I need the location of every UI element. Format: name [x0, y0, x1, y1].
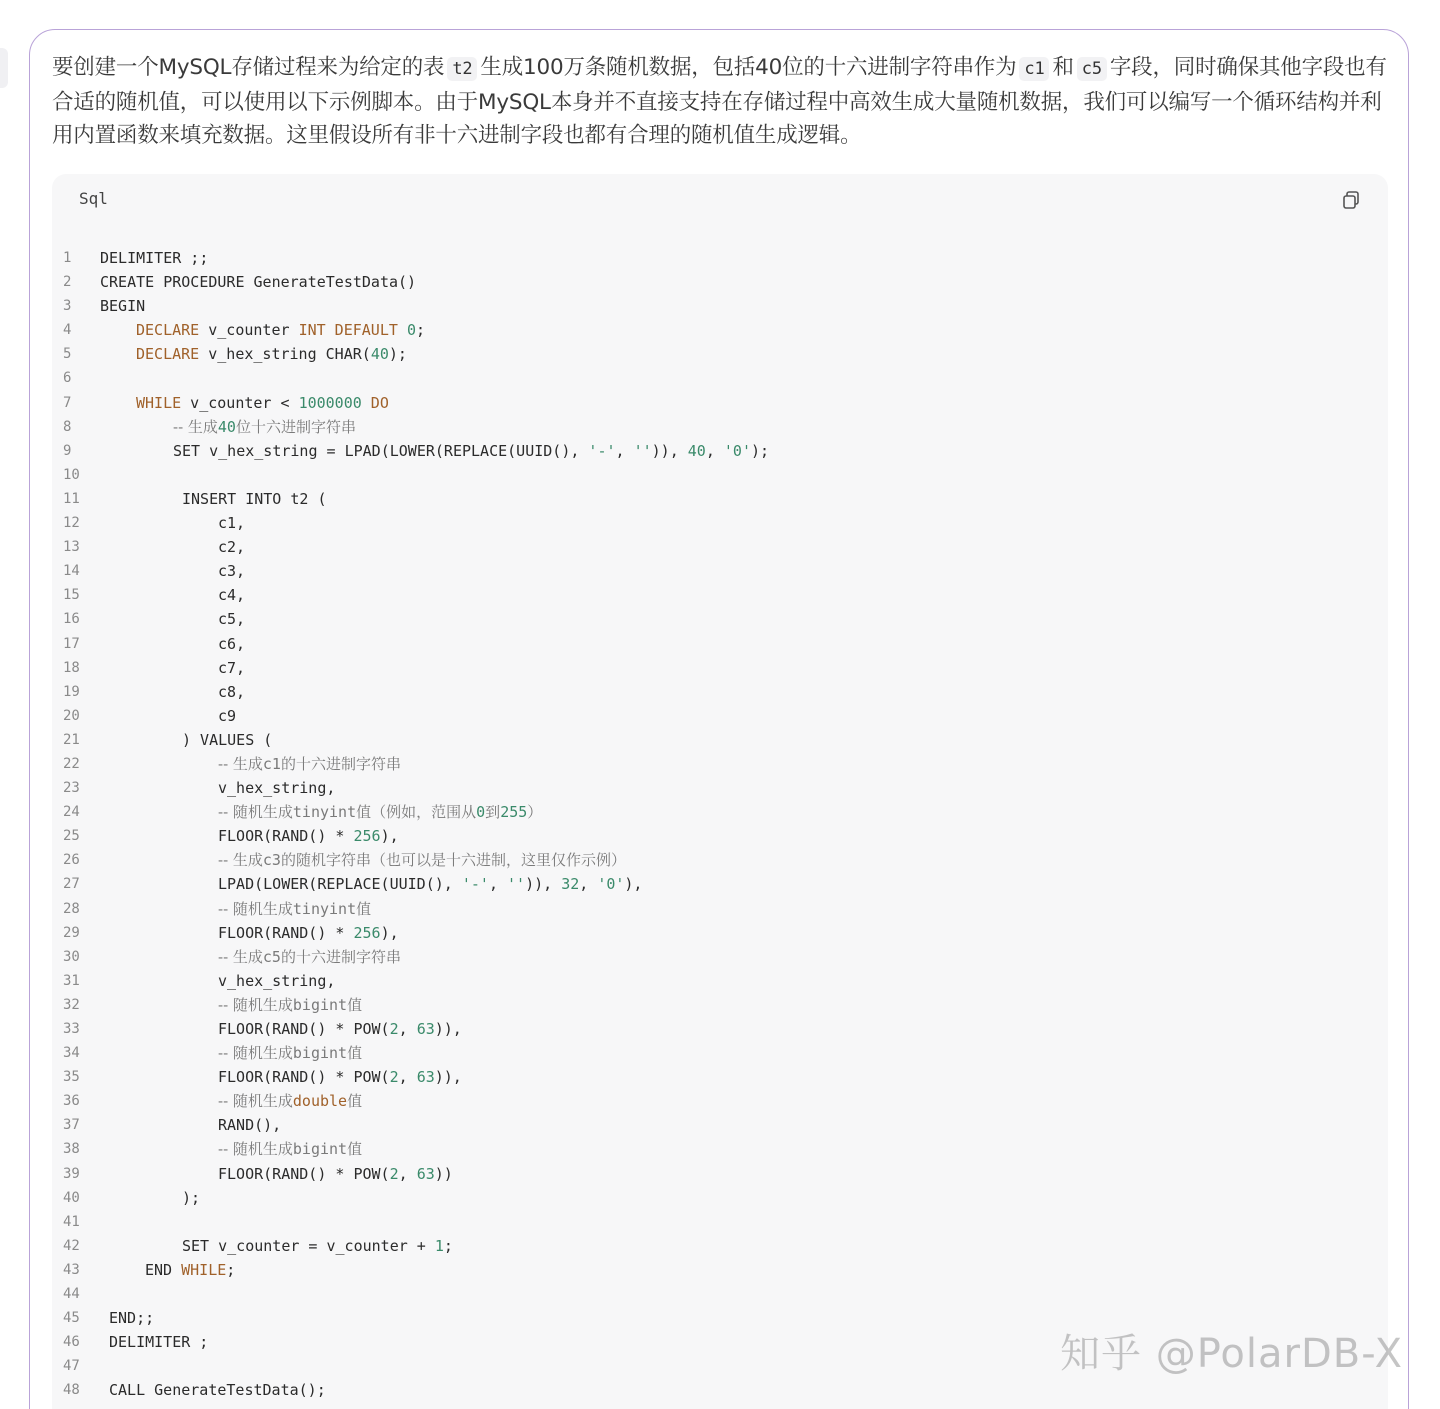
line-number: 3: [63, 298, 72, 315]
line-content: );: [182, 1188, 201, 1207]
line-content: c2,: [218, 538, 246, 557]
line-content: [218, 872, 642, 896]
code-line: [52, 993, 1388, 1017]
number: 256: [353, 827, 381, 846]
code-line: [52, 1089, 1388, 1113]
code-comment: [173, 415, 356, 439]
string: '': [507, 875, 526, 894]
line-number: 43: [63, 1261, 80, 1278]
line-number: 9: [63, 442, 72, 459]
line-number: 16: [63, 611, 80, 628]
comment-text: -- 随机生成: [218, 1092, 293, 1111]
comment-text: -- 随机生成: [218, 1140, 293, 1159]
line-number: 34: [63, 1045, 80, 1062]
line-number: 28: [63, 900, 80, 917]
code-line: [52, 1017, 1388, 1041]
code-token: ),: [380, 923, 399, 942]
line-number: 17: [63, 635, 80, 652]
line-content: c3,: [218, 562, 246, 581]
code-token: SET v_hex_string = LPAD(LOWER(REPLACE(UUID(),: [173, 441, 589, 460]
line-number: 14: [63, 563, 80, 580]
line-content: [218, 1162, 453, 1186]
code-lines: [52, 246, 1388, 1403]
watermark: 知乎 @PolarDB-X: [1060, 1331, 1404, 1377]
line-content: c5,: [218, 610, 246, 629]
code-line: [52, 1041, 1388, 1065]
code-token: END: [145, 1260, 182, 1279]
code-token: ,: [398, 1068, 417, 1087]
line-number: 41: [63, 1213, 80, 1230]
comment-text: -- 随机生成: [218, 1044, 293, 1063]
line-number: 19: [63, 683, 80, 700]
code-line: [52, 872, 1388, 896]
comment-text: -- 生成: [218, 947, 263, 966]
code-token: LPAD(LOWER(REPLACE(UUID(),: [218, 875, 462, 894]
code-comment: [218, 800, 542, 824]
line-number: 18: [63, 659, 80, 676]
number: 256: [353, 923, 381, 942]
code-token: )),: [651, 441, 688, 460]
code-line: [52, 318, 1388, 342]
line-number: 15: [63, 587, 80, 604]
code-line: [52, 1113, 1388, 1137]
code-line: [52, 1234, 1388, 1258]
comment-code: bigint: [292, 1044, 348, 1063]
code-line: [52, 1210, 1388, 1234]
number: 255: [500, 803, 528, 822]
line-number: 35: [63, 1069, 80, 1086]
keyword: INT DEFAULT: [298, 321, 398, 340]
number: 63: [416, 1068, 435, 1087]
line-number: 47: [63, 1358, 80, 1375]
number: 2: [389, 1020, 399, 1038]
comment-text: ）: [527, 803, 543, 822]
code-token: FLOOR(RAND() * POW(: [218, 1164, 390, 1183]
comment-code: c1: [262, 754, 281, 773]
code-line: [52, 921, 1388, 945]
line-content: v_hex_string,: [218, 779, 336, 798]
code-line: [52, 969, 1388, 993]
code-token: )),: [434, 1020, 462, 1038]
number: 32: [561, 875, 580, 894]
copy-icon[interactable]: [1340, 189, 1362, 211]
code-line: [52, 607, 1388, 631]
code-token: ;: [443, 1236, 453, 1255]
code-token: );: [388, 345, 407, 364]
line-content: [218, 1017, 462, 1041]
line-number: 26: [63, 852, 80, 869]
line-content: [145, 1258, 235, 1282]
inline-code-c1: c1: [1019, 57, 1049, 81]
code-line: [52, 1065, 1388, 1089]
line-content: c8,: [218, 682, 246, 701]
line-content: [136, 391, 389, 415]
line-number: 39: [63, 1165, 80, 1182]
line-content: c9: [218, 706, 237, 725]
comment-text: 的随机字符串（也可以是十六进制，这里仅作示例）: [280, 851, 626, 870]
code-line: [52, 415, 1388, 439]
line-number: 21: [63, 731, 80, 748]
comment-text: -- 随机生成: [218, 995, 293, 1014]
code-line: [52, 704, 1388, 728]
line-number: 38: [63, 1141, 80, 1158]
line-content: c1,: [218, 514, 246, 533]
code-line: [52, 680, 1388, 704]
line-number: 2: [63, 274, 72, 291]
keyword: DECLARE: [136, 345, 200, 364]
keyword: WHILE: [181, 1260, 227, 1279]
line-number: 32: [63, 996, 80, 1013]
line-number: 48: [63, 1382, 80, 1399]
line-number: 42: [63, 1237, 80, 1254]
code-token: FLOOR(RAND() *: [218, 827, 354, 846]
code-token: ,: [488, 875, 507, 894]
code-line: [52, 366, 1388, 390]
code-token: v_hex_string CHAR(: [199, 345, 371, 364]
code-header: [52, 174, 1388, 226]
intro-text: 生成100万条随机数据，包括40位的十六进制字符串作为: [480, 55, 1017, 80]
line-content: c4,: [218, 586, 246, 605]
code-line: [52, 776, 1388, 800]
code-token: ,: [705, 441, 724, 460]
intro-paragraph: [52, 51, 1392, 152]
code-line: [52, 656, 1388, 680]
code-token: FLOOR(RAND() * POW(: [218, 1020, 390, 1038]
comment-text: -- 随机生成: [218, 803, 293, 822]
code-line: [52, 342, 1388, 366]
line-number: 22: [63, 755, 80, 772]
comment-code: tinyint: [292, 803, 357, 822]
comment-code: c3: [262, 851, 281, 870]
code-token: ),: [380, 827, 399, 846]
comment-text: 值: [347, 1140, 363, 1159]
code-token: FLOOR(RAND() * POW(: [218, 1068, 390, 1087]
number: 0: [476, 803, 486, 822]
code-block: [52, 174, 1388, 1409]
code-line: [52, 463, 1388, 487]
inline-code-t2: t2: [447, 57, 477, 81]
line-content: [173, 439, 769, 463]
code-token: )): [434, 1164, 453, 1183]
string: '0': [723, 441, 751, 460]
comment-code: tinyint: [292, 899, 357, 918]
code-line: [52, 439, 1388, 463]
code-line: [52, 752, 1388, 776]
number: 1000000: [298, 393, 362, 412]
code-token: v_counter: [199, 321, 299, 340]
code-line: [52, 1282, 1388, 1306]
code-line: [52, 487, 1388, 511]
number: 2: [389, 1164, 399, 1183]
line-number: 6: [63, 370, 72, 387]
line-number: 29: [63, 924, 80, 941]
comment-text: -- 生成: [218, 851, 263, 870]
code-token: SET v_counter = v_counter +: [182, 1236, 435, 1255]
comment-text: 到: [485, 803, 501, 822]
code-line: [52, 728, 1388, 752]
keyword: WHILE: [136, 393, 182, 412]
number: 1: [434, 1236, 444, 1255]
line-number: 11: [63, 490, 80, 507]
line-number: 40: [63, 1189, 80, 1206]
string: '-': [588, 441, 616, 460]
comment-text: -- 生成: [218, 754, 263, 773]
comment-text: 的十六进制字符串: [280, 947, 401, 966]
code-comment: [218, 752, 401, 776]
code-token: ),: [624, 875, 643, 894]
code-comment: [218, 848, 626, 872]
code-line: [52, 1378, 1388, 1402]
line-content: [218, 921, 399, 945]
code-line: [52, 559, 1388, 583]
line-number: 44: [63, 1286, 80, 1303]
code-comment: [218, 945, 401, 969]
line-number: 5: [63, 346, 72, 363]
code-token: v_counter <: [181, 393, 299, 412]
string: '': [633, 441, 652, 460]
line-number: 30: [63, 948, 80, 965]
code-token: ,: [398, 1164, 417, 1183]
comment-text: 位十六进制字符串: [235, 417, 356, 436]
number: 63: [416, 1164, 435, 1183]
line-content: c7,: [218, 658, 246, 677]
number: 40: [370, 345, 389, 364]
code-comment: [218, 897, 371, 921]
code-token: ,: [579, 875, 598, 894]
code-line: [52, 1258, 1388, 1282]
line-content: v_hex_string,: [218, 971, 336, 990]
comment-text: 的十六进制字符串: [280, 754, 401, 773]
line-content: END;;: [109, 1309, 155, 1328]
line-content: [182, 1234, 453, 1258]
number: 2: [389, 1068, 399, 1087]
line-number: 7: [63, 394, 72, 411]
intro-text: 和: [1052, 55, 1074, 80]
code-comment: [218, 1137, 362, 1161]
code-line: [52, 1186, 1388, 1210]
line-number: 23: [63, 780, 80, 797]
line-number: 33: [63, 1021, 80, 1037]
string: '-': [461, 875, 489, 894]
line-content: [136, 318, 425, 342]
code-line: [52, 246, 1388, 270]
line-content: CREATE PROCEDURE GenerateTestData(): [100, 273, 417, 292]
code-line: [52, 511, 1388, 535]
line-content: [218, 824, 399, 848]
string: '0': [597, 875, 625, 894]
comment-code: bigint: [292, 1140, 348, 1159]
code-line: [52, 583, 1388, 607]
code-line: [52, 294, 1388, 318]
line-content: CALL GenerateTestData();: [109, 1381, 326, 1400]
code-comment: [218, 1041, 362, 1065]
line-number: 20: [63, 707, 80, 724]
comment-text: -- 生成: [173, 417, 218, 436]
line-number: 13: [63, 539, 80, 556]
number: 40: [217, 417, 236, 436]
line-number: 36: [63, 1093, 80, 1110]
code-token: )),: [434, 1068, 462, 1087]
line-number: 10: [63, 466, 80, 483]
line-content: BEGIN: [100, 297, 146, 316]
keyword: DECLARE: [136, 321, 200, 340]
code-line: [52, 800, 1388, 824]
line-content: RAND(),: [218, 1116, 282, 1135]
comment-text: 值（例如，范围从: [356, 803, 477, 822]
code-line: [52, 824, 1388, 848]
code-line: [52, 1137, 1388, 1161]
comment-text: 值: [347, 1092, 363, 1111]
line-content: c6,: [218, 634, 246, 653]
answer-card: [29, 29, 1409, 1409]
line-number: 46: [63, 1334, 80, 1351]
comment-text: 值: [356, 899, 372, 918]
keyword: DO: [361, 393, 389, 412]
code-line: [52, 391, 1388, 415]
intro-text: 要创建一个MySQL存储过程来为给定的表: [52, 55, 445, 80]
line-number: 27: [63, 876, 80, 893]
code-token: ;: [226, 1260, 236, 1279]
line-number: 8: [63, 418, 72, 435]
comment-keyword: double: [292, 1092, 348, 1111]
line-number: 12: [63, 515, 80, 532]
line-number: 25: [63, 828, 80, 845]
comment-text: 值: [347, 995, 363, 1014]
code-token: ,: [615, 441, 634, 460]
left-edge-tab: [0, 48, 8, 88]
code-token: ,: [398, 1020, 417, 1038]
code-line: [52, 1162, 1388, 1186]
line-content: [218, 1065, 462, 1089]
code-token: ;: [415, 321, 425, 340]
code-token: )),: [525, 875, 562, 894]
number: 63: [416, 1020, 435, 1038]
line-number: 1: [63, 250, 72, 266]
code-line: [52, 535, 1388, 559]
line-content: INSERT INTO t2 (: [182, 489, 327, 508]
code-line: [52, 632, 1388, 656]
code-token: FLOOR(RAND() *: [218, 923, 354, 942]
code-line: [52, 945, 1388, 969]
line-content: ) VALUES (: [182, 730, 273, 749]
inline-code-c5: c5: [1077, 57, 1107, 81]
line-content: DELIMITER ;: [109, 1333, 209, 1352]
line-number: 45: [63, 1310, 80, 1327]
number: 0: [406, 321, 416, 340]
line-number: 4: [63, 322, 72, 339]
code-token: );: [750, 441, 770, 460]
line-content: [136, 342, 407, 366]
intro-text: 字段，同时确保其他字段也有合适的随机值，可以使用以下示例脚本。由于MySQL本身并不直接支持在存储过程中高效生成大量随机数据，我们可以编写一个循环结构并利用内置函数来填充数据。这里假设所有非十六进制字段也都有合理的随机值生成逻辑。: [52, 55, 1387, 148]
comment-text: -- 随机生成: [218, 899, 293, 918]
code-comment: [218, 1089, 362, 1113]
code-line: [52, 848, 1388, 872]
comment-code: bigint: [292, 995, 348, 1014]
number: 40: [687, 441, 706, 460]
code-language-label: Sql: [79, 189, 108, 208]
code-line: [52, 270, 1388, 294]
line-number: 31: [63, 972, 80, 989]
comment-text: 值: [347, 1044, 363, 1063]
code-line: [52, 897, 1388, 921]
line-number: 37: [63, 1117, 80, 1134]
line-number: 24: [63, 804, 80, 821]
code-comment: [218, 993, 362, 1017]
comment-code: c5: [262, 947, 281, 966]
line-content: DELIMITER ;;: [100, 249, 209, 267]
